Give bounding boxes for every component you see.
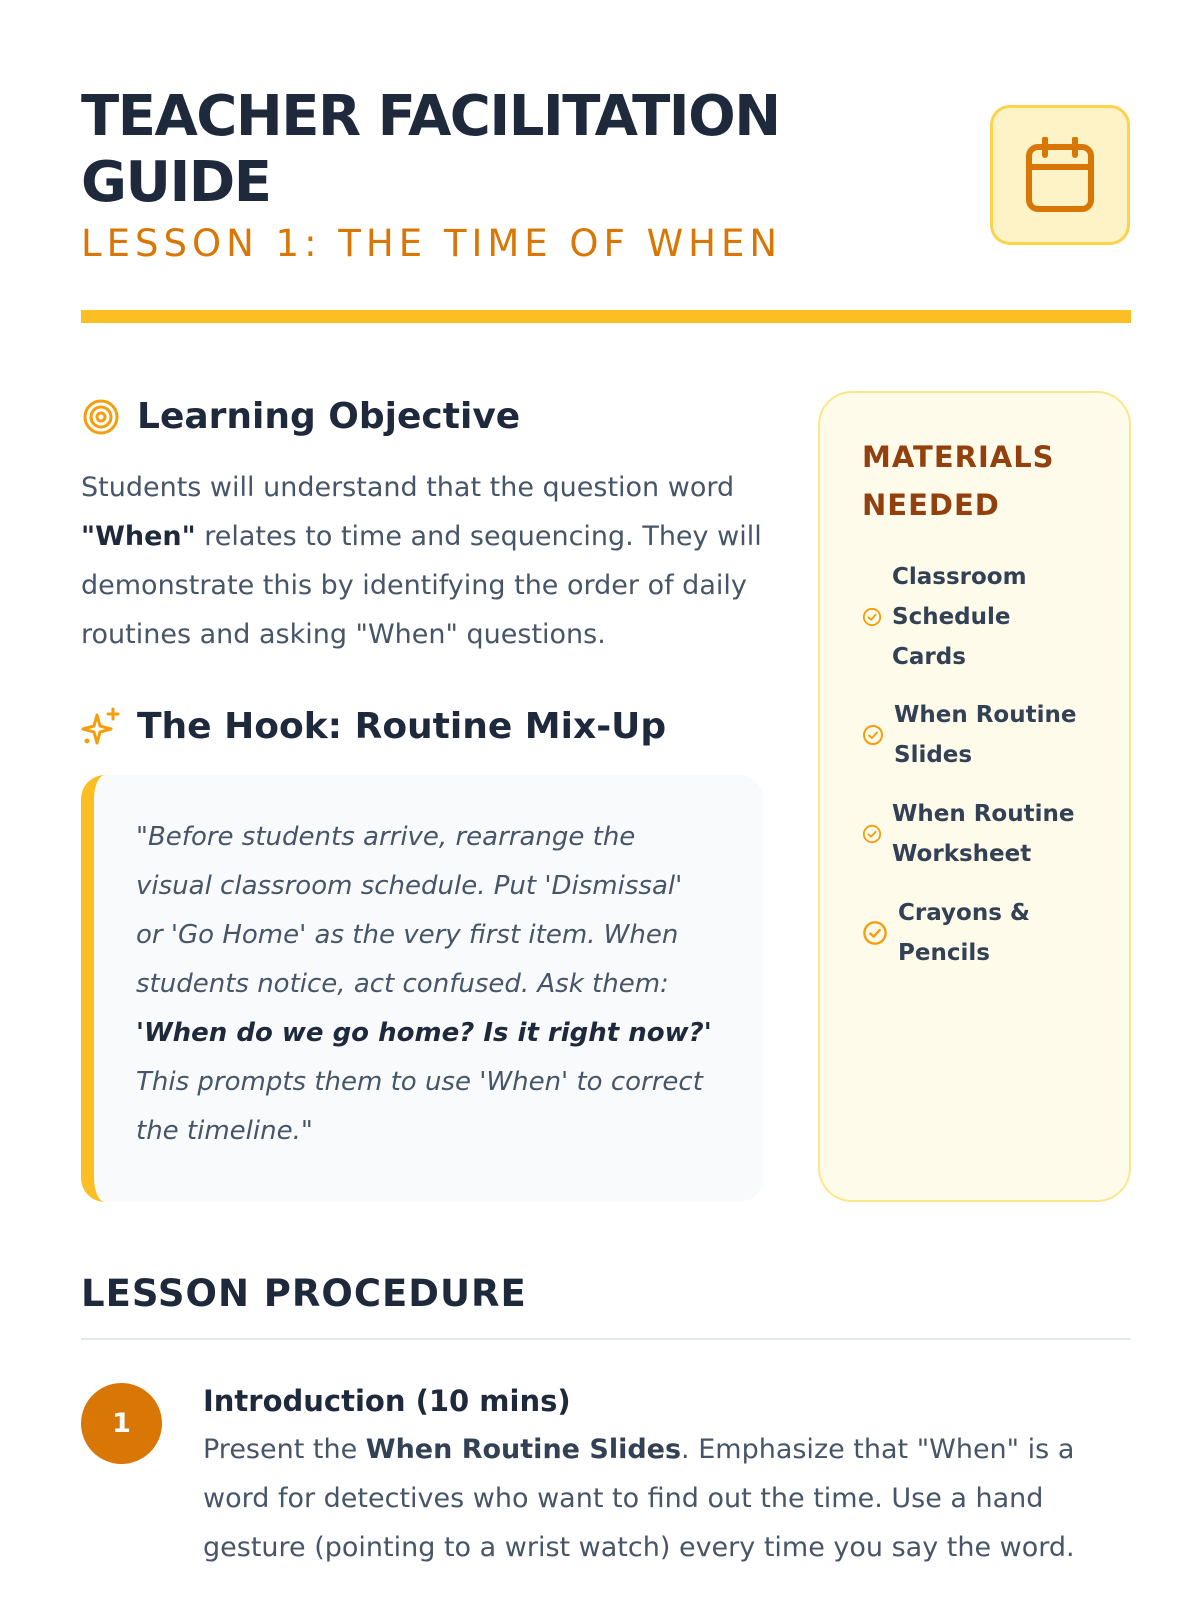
procedure-heading: LESSON PROCEDURE xyxy=(81,1272,527,1315)
materials-item xyxy=(862,794,1102,874)
step-text xyxy=(203,1425,1103,1572)
materials-item xyxy=(862,557,1042,677)
materials-item xyxy=(862,695,1102,775)
materials-panel xyxy=(818,391,1131,1202)
materials-item-label: Crayons & Pencils xyxy=(898,900,1030,966)
page-header xyxy=(81,84,1131,265)
hook-quote-part: "Before students arrive, rearrange the visual classroom schedule. Put 'Dismissal' or 'Go Home' as the very first item. When students notice, act confused. Ask them: xyxy=(136,822,683,999)
objective-text xyxy=(81,463,771,659)
sparkles-icon xyxy=(81,707,121,747)
objective-text-part: relates to time and sequencing. They will demonstrate this by identifying the order of daily routines and asking "When" questions. xyxy=(81,521,762,650)
check-circle-icon xyxy=(862,607,882,627)
step-text-part: Present the xyxy=(203,1434,366,1465)
materials-item-label: When Routine Worksheet xyxy=(892,801,1075,867)
hook-heading-label: The Hook: Routine Mix-Up xyxy=(137,706,667,747)
objective-heading-label: Learning Objective xyxy=(137,396,521,437)
objective-text-part: Students will understand that the question word xyxy=(81,472,735,503)
hook-heading xyxy=(81,706,666,747)
step-text-bold: When Routine Slides xyxy=(365,1434,682,1465)
hook-quote xyxy=(81,775,763,1202)
step-text-part: . Emphasize that "When" is a word for detectives who want to find out the time. Use a hand gesture (pointing to a wrist watch) every time you say the word. xyxy=(203,1434,1075,1563)
materials-item xyxy=(862,893,1082,973)
lesson-subtitle: LESSON 1: THE TIME OF WHEN xyxy=(81,222,783,265)
hook-quote-part: This prompts them to use 'When' to correct the timeline." xyxy=(136,1067,703,1146)
materials-item-label: Classroom Schedule Cards xyxy=(892,564,1027,670)
hook-quote-bold: 'When do we go home? Is it right now?' xyxy=(136,1018,712,1048)
objective-text-bold: "When" xyxy=(81,521,196,552)
step-number-badge: 1 xyxy=(81,1383,162,1464)
check-circle-icon xyxy=(862,920,888,946)
header-divider xyxy=(81,310,1131,323)
check-circle-icon xyxy=(862,824,882,844)
check-circle-icon xyxy=(862,724,884,746)
step-title: Introduction (10 mins) xyxy=(203,1384,571,1418)
calendar-badge xyxy=(990,105,1130,245)
target-icon xyxy=(81,397,121,437)
materials-title: MATERIALS NEEDED xyxy=(862,440,1055,522)
calendar-icon xyxy=(1025,137,1095,213)
materials-item-label: When Routine Slides xyxy=(894,702,1077,768)
objective-heading xyxy=(81,396,520,437)
page-title: TEACHER FACILITATION GUIDE xyxy=(81,84,780,215)
procedure-divider xyxy=(81,1338,1131,1340)
